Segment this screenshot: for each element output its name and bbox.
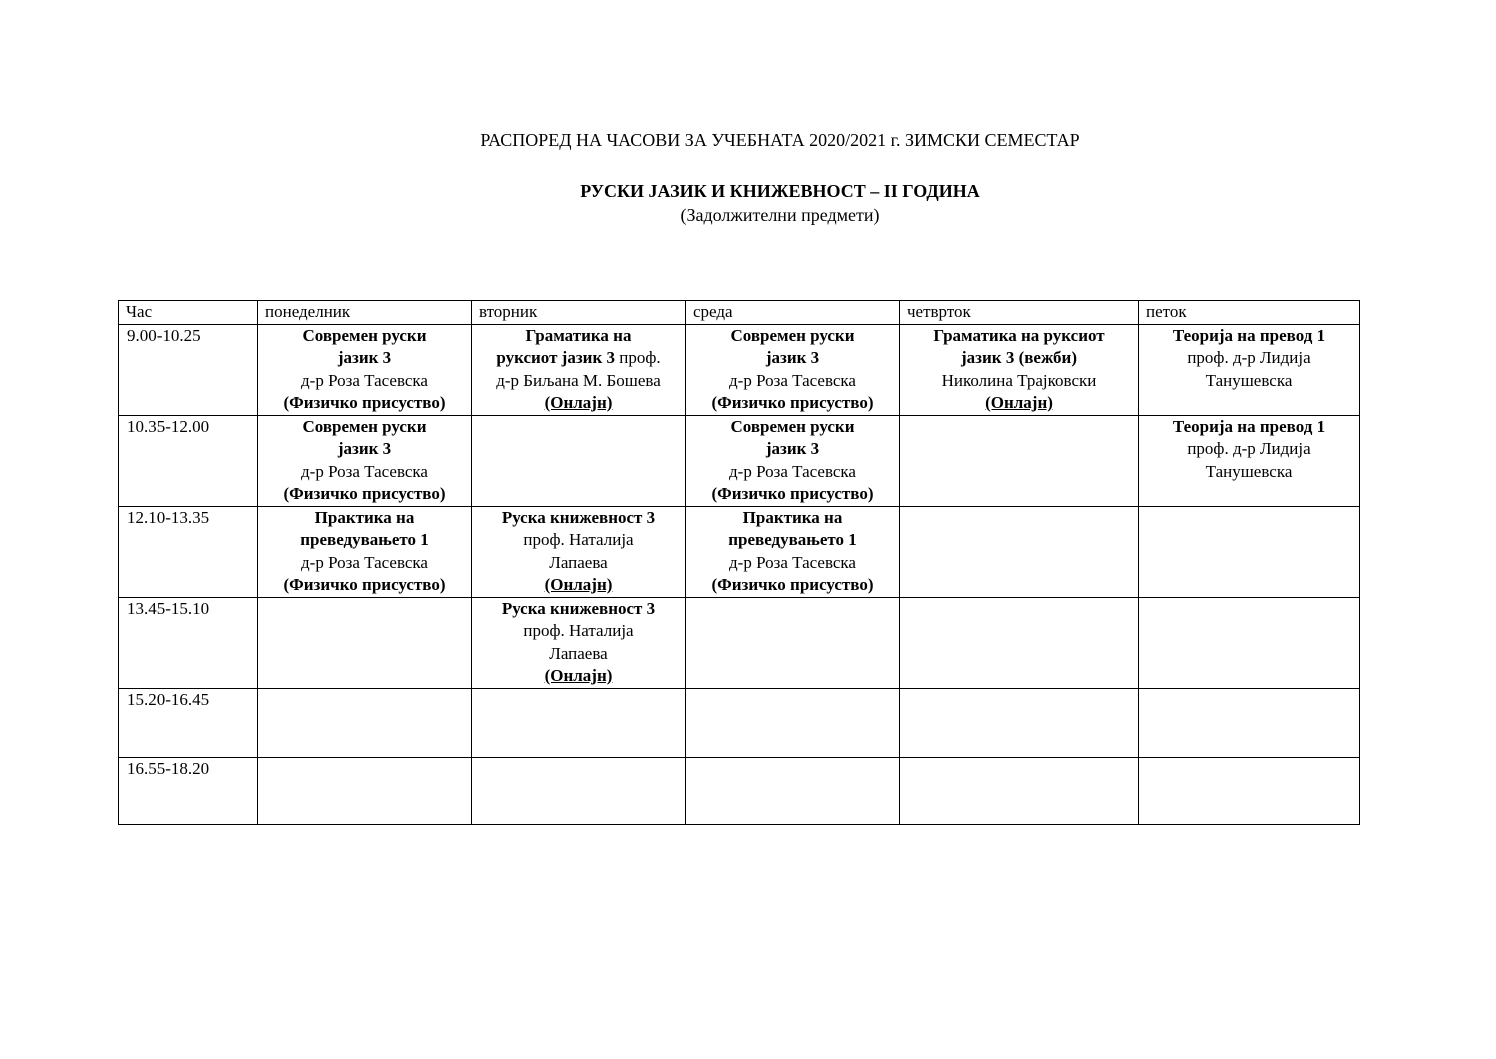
empty-cell	[686, 688, 900, 757]
empty-cell	[1139, 597, 1360, 688]
instructor: д-р Роза Тасевска	[729, 461, 856, 481]
empty-cell	[1139, 757, 1360, 824]
empty-cell	[472, 688, 686, 757]
instructor: Танушевска	[1205, 370, 1293, 390]
time-slot: 9.00-10.25	[119, 324, 258, 415]
class-cell	[472, 597, 686, 688]
column-header-wednesday: среда	[686, 301, 900, 325]
attendance-mode: (Онлајн)	[544, 666, 613, 685]
instructor: д-р Биљана М. Бошева	[496, 370, 661, 390]
schedule-table	[118, 300, 1360, 825]
empty-cell	[472, 415, 686, 506]
class-cell	[258, 506, 472, 597]
time-slot: 13.45-15.10	[119, 597, 258, 688]
header-row	[119, 301, 1360, 325]
table-row	[119, 324, 1360, 415]
class-cell	[258, 415, 472, 506]
program-note: (Задолжителни предмети)	[680, 205, 880, 225]
class-cell	[472, 506, 686, 597]
course-name: Граматика на	[525, 325, 632, 345]
attendance-mode: (Физичко присуство)	[711, 393, 874, 412]
class-cell	[258, 324, 472, 415]
course-name: Современ руски	[730, 325, 855, 345]
course-name: Руска книжевност 3	[501, 598, 656, 618]
class-cell	[686, 415, 900, 506]
empty-cell	[258, 688, 472, 757]
course-name: јазик 3	[337, 439, 392, 458]
instructor: проф. Наталија	[523, 621, 634, 640]
course-name: Руска книжевност 3	[501, 507, 656, 527]
course-name: Практика на	[314, 507, 415, 527]
empty-cell	[900, 597, 1139, 688]
course-name: Теорија на превод 1	[1172, 416, 1326, 436]
course-name: Практика на	[742, 507, 843, 527]
class-cell	[472, 324, 686, 415]
instructor: Николина Трајковски	[941, 370, 1097, 390]
instructor: д-р Роза Тасевска	[729, 370, 856, 390]
column-header-friday: петок	[1139, 301, 1360, 325]
table-row	[119, 506, 1360, 597]
empty-cell	[258, 597, 472, 688]
course-name: Современ руски	[302, 416, 427, 436]
attendance-mode: (Физичко присуство)	[711, 575, 874, 594]
column-header-monday: понеделник	[258, 301, 472, 325]
column-header-time: Час	[119, 301, 258, 325]
time-slot: 15.20-16.45	[119, 688, 258, 757]
attendance-mode: (Физичко присуство)	[283, 484, 446, 503]
instructor: Танушевска	[1205, 461, 1293, 481]
instructor: Лапаева	[549, 552, 608, 572]
class-cell	[686, 324, 900, 415]
course-name: преведувањето 1	[728, 530, 857, 549]
table-row	[119, 688, 1360, 757]
time-slot: 10.35-12.00	[119, 415, 258, 506]
instructor: проф. д-р Лидија	[1187, 348, 1311, 367]
instructor: проф. д-р Лидија	[1187, 439, 1311, 458]
time-slot: 12.10-13.35	[119, 506, 258, 597]
instructor: д-р Роза Тасевска	[301, 370, 428, 390]
table-row	[119, 415, 1360, 506]
column-header-thursday: четврток	[900, 301, 1139, 325]
empty-cell	[686, 597, 900, 688]
table-row	[119, 597, 1360, 688]
attendance-mode: (Онлајн)	[985, 393, 1053, 412]
empty-cell	[258, 757, 472, 824]
empty-cell	[1139, 506, 1360, 597]
instructor: д-р Роза Тасевска	[301, 552, 428, 572]
course-name: јазик 3	[765, 348, 820, 367]
course-name: Современ руски	[730, 416, 855, 436]
instructor: Лапаева	[549, 643, 608, 663]
attendance-mode: (Онлајн)	[544, 575, 613, 594]
course-name: јазик 3 (вежби)	[960, 348, 1078, 367]
course-name: Теорија на превод 1	[1172, 325, 1326, 345]
course-name: јазик 3	[337, 348, 392, 367]
attendance-mode: (Физичко присуство)	[283, 575, 446, 594]
course-name: Граматика на руксиот	[933, 325, 1105, 345]
attendance-mode: (Физичко присуство)	[283, 393, 446, 412]
empty-cell	[1139, 688, 1360, 757]
empty-cell	[900, 506, 1139, 597]
empty-cell	[900, 757, 1139, 824]
table-row	[119, 757, 1360, 824]
course-name: преведувањето 1	[300, 530, 429, 549]
course-name: Современ руски	[302, 325, 427, 345]
attendance-mode: (Онлајн)	[544, 393, 613, 412]
instructor: д-р Роза Тасевска	[729, 552, 856, 572]
course-name: јазик 3	[765, 439, 820, 458]
attendance-mode: (Физичко присуство)	[711, 484, 874, 503]
class-cell	[1139, 415, 1360, 506]
class-cell	[900, 324, 1139, 415]
empty-cell	[472, 757, 686, 824]
instructor: проф. Наталија	[523, 530, 634, 549]
class-cell	[1139, 324, 1360, 415]
empty-cell	[900, 688, 1139, 757]
program-title: РУСКИ ЈАЗИК И КНИЖЕВНОСТ – II ГОДИНА	[580, 181, 980, 201]
course-name: руксиот јазик 3	[496, 348, 616, 367]
empty-cell	[900, 415, 1139, 506]
instructor: проф.	[615, 348, 661, 367]
time-slot: 16.55-18.20	[119, 757, 258, 824]
instructor: д-р Роза Тасевска	[301, 461, 428, 481]
column-header-tuesday: вторник	[472, 301, 686, 325]
document-title: РАСПОРЕД НА ЧАСОВИ ЗА УЧЕБНАТА 2020/2021 г. ЗИМСКИ СЕМЕСТАР	[480, 130, 1080, 150]
empty-cell	[686, 757, 900, 824]
class-cell	[686, 506, 900, 597]
